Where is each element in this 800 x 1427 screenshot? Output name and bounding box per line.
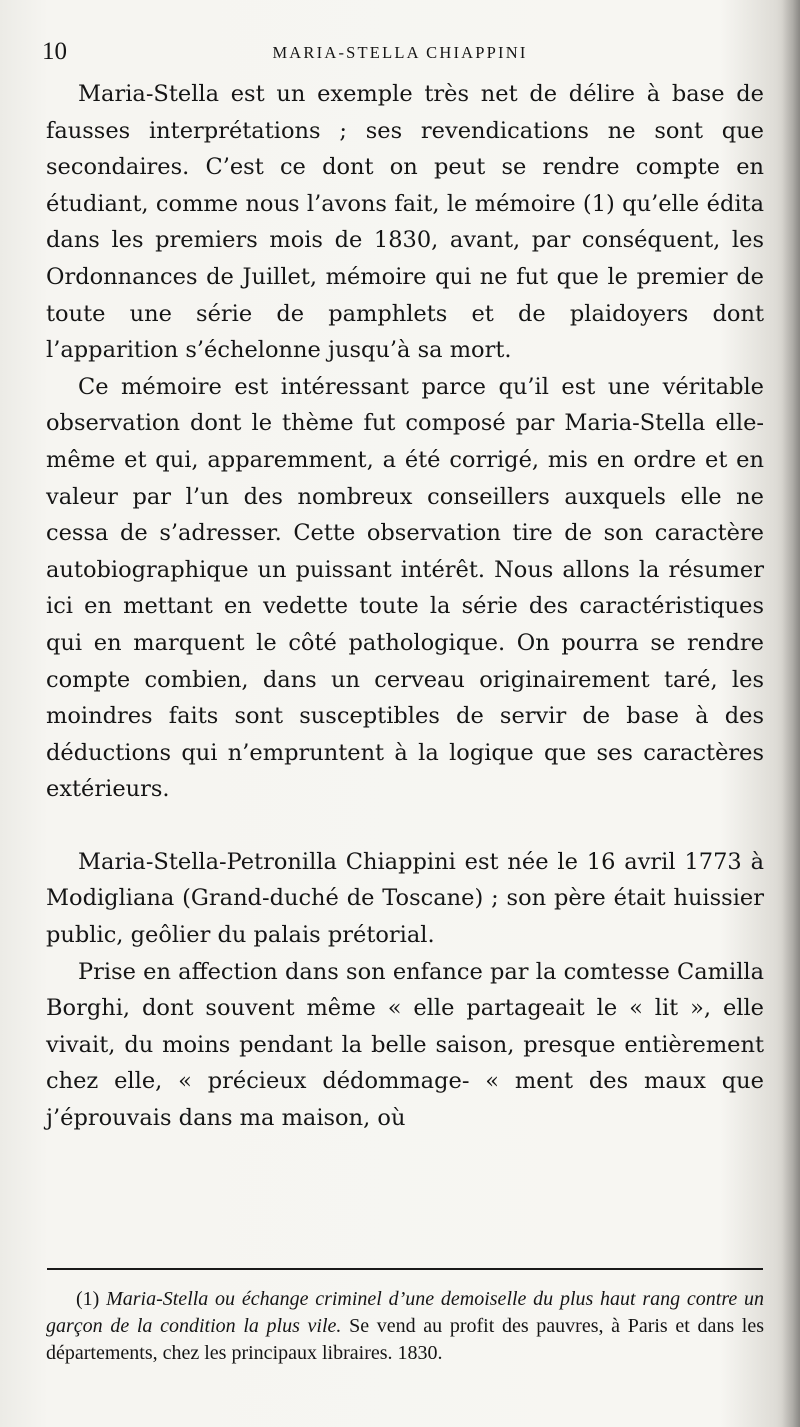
paragraph-memoire: Ce mémoire est intéressant parce qu’il est une véritable observation dont le thème fut composé par Maria-Stella elle-même et qui, apparemment, a été corrigé, mis en ordre et en valeur par l’un des nombreux conseillers auxquels elle ne cessa de s’adresser. Cette observation tire de son caractère autobiographique un puissant intérêt. Nous allons la résumer ici en mettant en vedette toute la série des caractéristiques qui en marquent le côté pathologique. On pourra se rendre compte combien, dans un cerveau originairement taré, les moindres faits sont susceptibles de servir de base à des déductions qui n’empruntent à la logique que ses caractères extérieurs. [46, 373, 764, 803]
footnote-marker: (1) [76, 1288, 100, 1310]
footnote-title: Maria-Stella ou échange criminel d’une demoiselle du plus haut rang contre un garçon de la condition la plus vile. [46, 1288, 764, 1337]
body-text [46, 76, 764, 1137]
running-title: MARIA-STELLA CHIAPPINI [272, 43, 528, 62]
paragraph-birth: Maria-Stella-Petronilla Chiappini est née le 16 avril 1773 à Modigliana (Grand-duché de Toscane) ; son père était huissier public, geôlier du palais prétorial. [46, 848, 764, 949]
footnote [46, 1286, 764, 1367]
footnote-divider [47, 1268, 763, 1270]
footnote-publisher-note: Se vend au profit des pauvres, à Paris et dans les départements, chez les principaux libraires. 1830. [46, 1315, 765, 1364]
footnote-paragraph [46, 1286, 764, 1367]
page-number: 10 [42, 38, 67, 65]
paragraph-childhood: Prise en affection dans son enfance par la comtesse Camilla Borghi, dont souvent même « elle partageait le « lit », elle vivait, du moins pendant la belle saison, presque entièrement chez elle, « précieux dédommage- « ment des maux que j’éprouvais dans ma maison, où [46, 958, 764, 1132]
page-edge-shadow [782, 0, 800, 1427]
page-header [40, 38, 760, 68]
paragraph-intro: Maria-Stella est un exemple très net de délire à base de fausses interprétations ; ses revendications ne sont que secondaires. C’est ce dont on peut se rendre compte en étudiant, comme nous l’avons fait, le mémoire (1) qu’elle édita dans les premiers mois de 1830, avant, par conséquent, les Ordonnances de Juillet, mémoire qui ne fut que le premier de toute une série de pamphlets et de plaidoyers dont l’apparition s’échelonne jusqu’à sa mort. [46, 81, 764, 364]
